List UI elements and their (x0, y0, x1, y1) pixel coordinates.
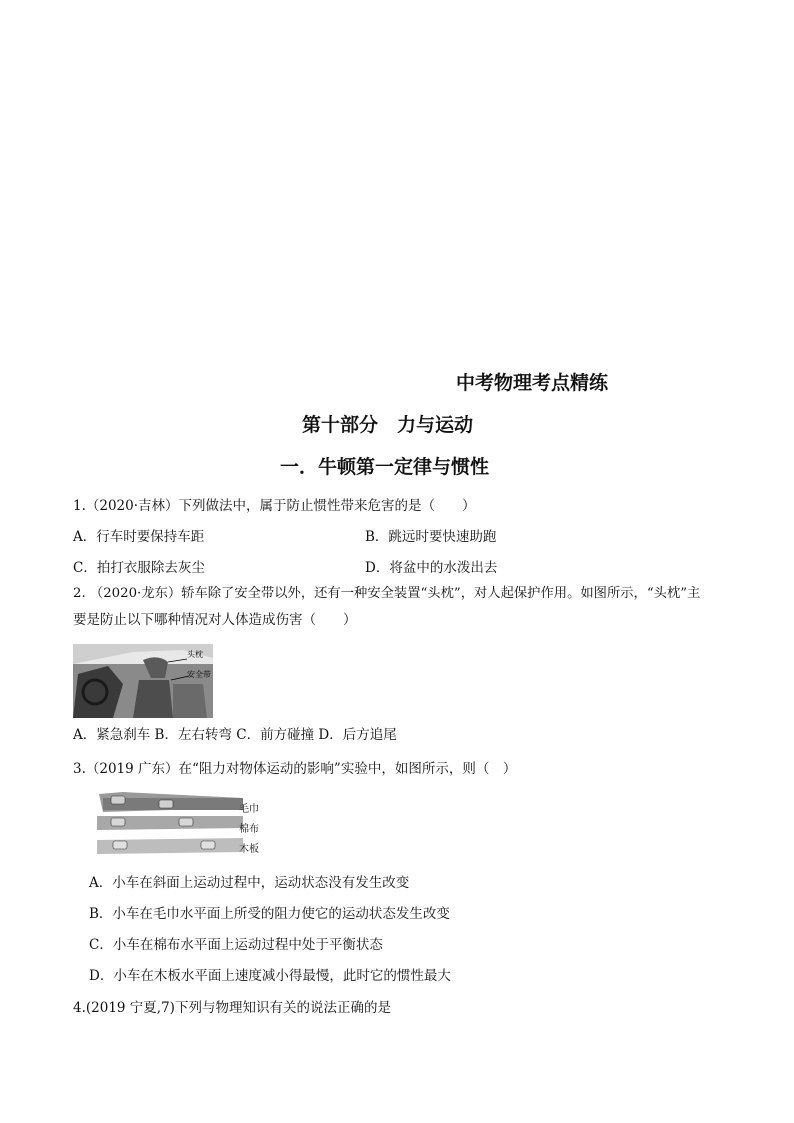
question-3-stem: 3.（2019 广东）在“阻力对物体运动的影响”实验中，如图所示，则（ ） (73, 761, 517, 777)
question-1-stem: 1.（2020·吉林）下列做法中，属于防止惯性带来危害的是（ ） (73, 498, 476, 514)
section-title: 一．牛顿第一定律与惯性 (280, 456, 490, 478)
car-headrest-figure (73, 644, 213, 718)
question-3-option-d: D．小车在木板水平面上速度减小得最慢，此时它的惯性最大 (89, 968, 451, 984)
question-4-stem: 4.(2019 宁夏,7)下列与物理知识有关的说法正确的是 (73, 1000, 391, 1016)
question-1-option-b: B．跳远时要快速助跑 (365, 529, 497, 545)
question-3-option-a: A．小车在斜面上运动过程中，运动状态没有发生改变 (89, 875, 410, 891)
question-1-option-a: A．行车时要保持车距 (73, 529, 205, 545)
question-2-options: A．紧急刹车 B．左右转弯 C．前方碰撞 D．后方追尾 (73, 727, 397, 743)
figure-label-wood: 木板 (239, 844, 259, 855)
figure-label-headrest: 头枕 (187, 650, 203, 659)
question-1-option-d: D．将盆中的水泼出去 (365, 560, 498, 576)
question-2-stem-line2: 要是防止以下哪种情况对人体造成伤害（ ） (73, 612, 357, 628)
question-1-option-c: C．拍打衣服除去灰尘 (73, 560, 205, 576)
part-title: 第十部分 力与运动 (302, 414, 474, 436)
figure-label-towel: 毛巾 (239, 804, 259, 815)
series-title: 中考物理考点精练 (456, 372, 609, 394)
figure-label-cotton: 棉布 (239, 824, 259, 835)
question-3-option-c: C．小车在棉布水平面上运动过程中处于平衡状态 (89, 937, 383, 953)
question-3-option-b: B．小车在毛巾水平面上所受的阻力使它的运动状态发生改变 (89, 906, 450, 922)
figure-label-seatbelt: 安全带 (187, 670, 211, 679)
friction-experiment-figure (93, 790, 273, 860)
question-2-stem-line1: 2. （2020·龙东）轿车除了安全带以外，还有一种安全装置“头枕”，对人起保护作用。如图所示，“头枕”主 (73, 586, 701, 601)
